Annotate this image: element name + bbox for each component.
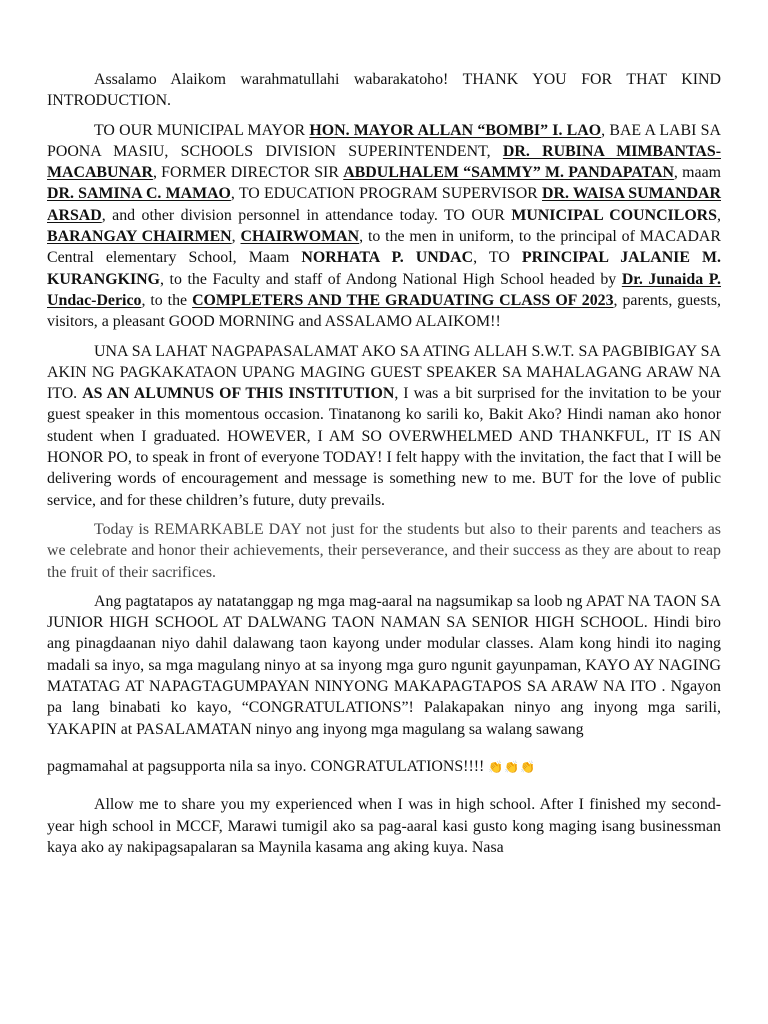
supervisor-name: DR. WAISA SUMANDAR ARSAD (47, 185, 721, 224)
paragraph-remarkable-day (47, 519, 721, 583)
graduating-class-label: COMPLETERS AND THE GRADUATING CLASS OF 2023 (192, 291, 614, 309)
alumnus-emphasis: AS AN ALUMNUS OF THIS INSTITUTION (82, 385, 395, 403)
paragraph-graduation (47, 591, 721, 740)
paragraph-gratitude (47, 341, 721, 511)
text-span: , to the Faculty and staff of Andong National High School headed by (160, 270, 622, 288)
principal-name: PRINCIPAL JALANIE M. KURANGKING (47, 249, 721, 288)
text-span: , to the men in uniform, to the principal of MACADAR Central elementary School, Maam (47, 228, 722, 267)
text-span: , (231, 228, 241, 246)
text-span: pagmamahal at pagsupporta nila sa inyo. CONGRATULATIONS!!!! (47, 757, 489, 775)
clapping-hands-icon: 👏👏👏 (488, 759, 537, 774)
text-span: UNA SA LAHAT NAGPAPASALAMAT AKO SA ATING ALLAH S.W.T. SA PAGBIBIGAY SA AKIN NG PAGKAKATAON UPANG MAGING GUEST SPEAKER SA MAHALAGANG ARAW NA ITO. (47, 342, 721, 403)
paragraph-greeting (47, 69, 721, 112)
mayor-name: HON. MAYOR ALLAN “BOMBI” I. LAO (309, 121, 602, 139)
director-name: ABDULHALEM “SAMMY” M. PANDAPATAN (343, 164, 674, 182)
speech-document (47, 69, 721, 866)
text-span: , TO (473, 249, 522, 267)
paragraph-acknowledgements (47, 120, 721, 333)
barangay-chairmen-label: BARANGAY CHAIRMEN (47, 228, 232, 246)
paragraph-congratulations (47, 756, 721, 778)
text-span: , to the (141, 291, 193, 309)
paragraph-experience (47, 794, 721, 858)
text-span: , BAE A LABI SA POONA MASIU, SCHOOLS DIVISION SUPERINTENDENT, (47, 121, 721, 160)
text-span: , parents, guests, visitors, a pleasant GOOD MORNING and ASSALAMO ALAIKOM!! (47, 291, 721, 331)
text-span: TO OUR MUNICIPAL MAYOR (94, 121, 310, 139)
head-name: Dr. Junaida P. Undac-Derico (47, 270, 721, 309)
greeting-text: Assalamo Alaikom warahmatullahi wabarakatoho! THANK YOU FOR THAT KIND INTRODUCTION. (47, 71, 721, 110)
text-span: , TO EDUCATION PROGRAM SUPERVISOR (230, 185, 542, 203)
text-span: , maam (673, 164, 721, 182)
text-span: , FORMER DIRECTOR SIR (152, 164, 344, 182)
guest-name: DR. SAMINA C. MAMAO (47, 185, 231, 203)
text-span: Ang pagtatapos ay natatanggap ng mga mag-aaral na nagsumikap sa loob ng APAT NA TAON SA JUNIOR HIGH SCHOOL AT DALWANG TAON NAMAN SA SENIOR HIGH SCHOOL. Hindi biro ang pinagdaanan niyo dahil dalawang taon kayong under modular classes. Alam kong hindi ito naging madali sa inyo, sa mga magulang ninyo at sa inyong mga guro ngunit gayunpaman, KAYO AY NAGING MATATAG AT NAPAGTAGUMPAYAN NINYONG MAKAPAGTAPOS SA ARAW NA ITO . Ngayon pa lang binabati ko kayo, “CONGRATULATIONS”! Palakapakan ninyo ang inyong mga sarili, YAKAPIN at PASALAMATAN ninyo ang inyong mga magulang sa walang sawang (47, 592, 721, 738)
text-span: Today is REMARKABLE DAY not just for the students but also to their parents and teachers as we celebrate and honor their achievements, their perseverance, and their success as they are about to reap the fruit of their sacrifices. (47, 520, 721, 581)
text-span: , (717, 206, 721, 224)
elementary-principal-name: NORHATA P. UNDAC (301, 249, 474, 267)
councilors-label: MUNICIPAL COUNCILORS (511, 206, 717, 224)
text-span: Allow me to share you my experienced when I was in high school. After I finished my second-year high school in MCCF, Marawi tumigil ako sa pag-aaral kasi gusto kong maging isang businessman kaya ako ay nakipagsapalaran sa Maynila kasama ang aking kuya. Nasa (47, 796, 721, 856)
text-span: , and other division personnel in attendance today. TO OUR (101, 206, 512, 224)
chairwoman-label: CHAIRWOMAN (240, 228, 360, 246)
text-span: , I was a bit surprised for the invitation to be your guest speaker in this momentous occasion. Tinatanong ko sarili ko, Bakit Ako? Hindi naman ako honor student when I graduated. HOWEVER, I AM SO OVERWHELMED AND THANKFUL, IT IS AN HONOR PO, to speak in front of everyone TODAY! I felt happy with the invitation, the fact that I will be delivering words of encouragement and message is something new to me. BUT for the love of public service, and for these children’s future, duty prevails. (47, 385, 721, 509)
superintendent-name: DR. RUBINA MIMBANTAS-MACABUNAR (47, 142, 721, 182)
